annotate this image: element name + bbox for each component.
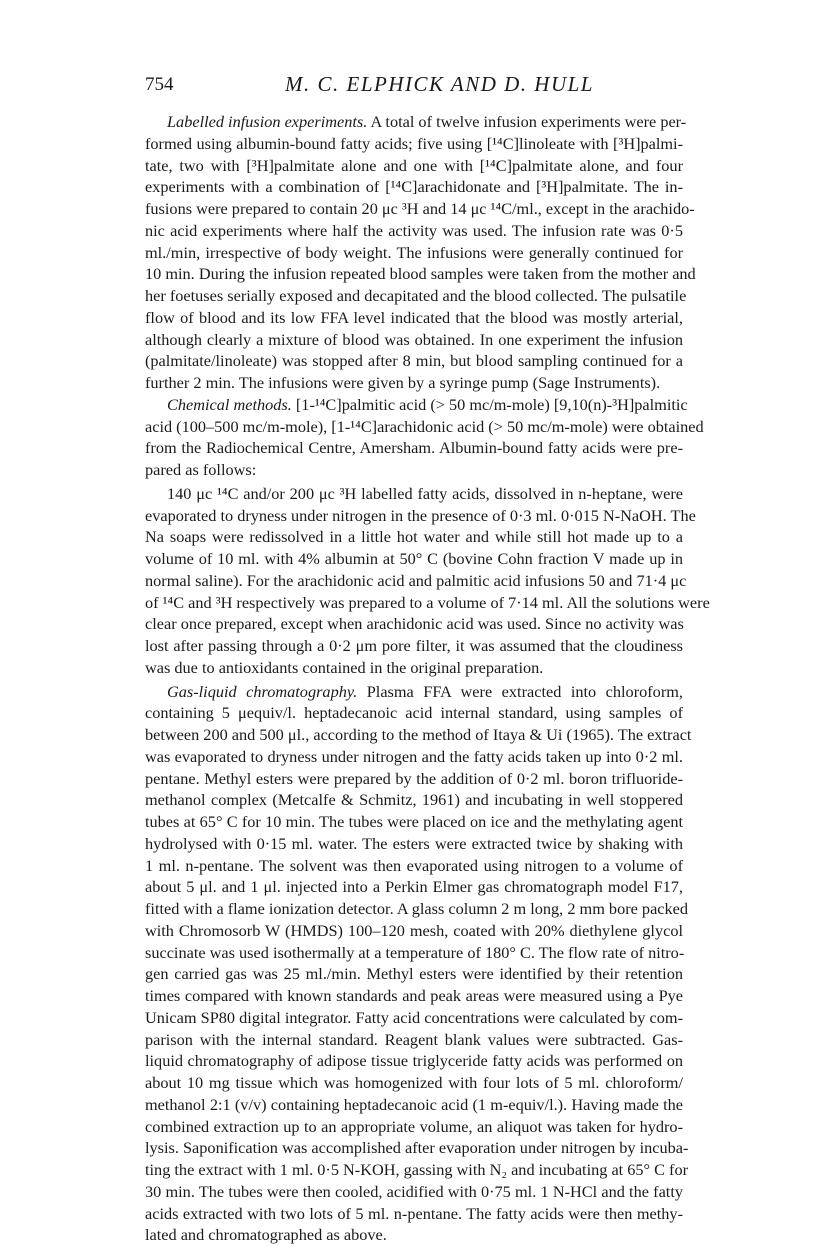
line-text: pentane. Methyl esters were prepared by the addition of 0·2 ml. boron trifluoride- bbox=[145, 769, 683, 788]
line-text: flow of blood and its low FFA level indicated that the blood was mostly arterial, bbox=[145, 308, 683, 327]
text-line bbox=[145, 176, 683, 198]
line-text: formed using albumin-bound fatty acids; five using [¹⁴C]linoleate with [³H]palmi- bbox=[145, 134, 683, 153]
text-line bbox=[145, 526, 683, 548]
text-line bbox=[145, 285, 683, 307]
text-line bbox=[145, 483, 683, 505]
line-text: gen carried gas was 25 ml./min. Methyl esters were identified by their retention bbox=[145, 964, 683, 983]
text-line bbox=[145, 1050, 683, 1072]
line-text: normal saline). For the arachidonic acid and palmitic acid infusions 50 and 71·4 μc bbox=[145, 571, 686, 590]
text-line bbox=[145, 263, 683, 285]
text-line bbox=[145, 1181, 683, 1203]
text-line bbox=[145, 242, 683, 264]
line-text: 1 ml. n-pentane. The solvent was then evaporated using nitrogen to a volume of bbox=[145, 856, 683, 875]
line-text: lysis. Saponification was accomplished after evaporation under nitrogen by incuba- bbox=[145, 1138, 688, 1157]
text-line bbox=[145, 1116, 683, 1138]
section-gas-liquid-chromatography bbox=[145, 681, 683, 1246]
section-chemical-methods bbox=[145, 394, 683, 481]
line-text: containing 5 μequiv/l. heptadecanoic acid internal standard, using samples of bbox=[145, 703, 683, 722]
text-line bbox=[145, 1029, 683, 1051]
line-text: parison with the internal standard. Reagent blank values were subtracted. Gas- bbox=[145, 1030, 683, 1049]
text-line bbox=[145, 307, 683, 329]
text-line bbox=[145, 394, 683, 416]
line-text: Na soaps were redissolved in a little hot water and while still hot made up to a bbox=[145, 527, 683, 546]
text-line bbox=[145, 548, 683, 570]
text-line bbox=[145, 876, 683, 898]
text-line bbox=[145, 942, 683, 964]
text-line bbox=[145, 459, 683, 481]
line-text: tate, two with [³H]palmitate alone and one with [¹⁴C]palmitate alone, and four bbox=[145, 156, 683, 175]
text-line bbox=[145, 789, 683, 811]
section-preparation-procedure bbox=[145, 483, 683, 679]
line-text: nic acid experiments where half the activity was used. The infusion rate was 0·5 bbox=[145, 221, 683, 240]
line-text: about 10 mg tissue which was homogenized with four lots of 5 ml. chloroform/ bbox=[145, 1073, 683, 1092]
text-line bbox=[145, 833, 683, 855]
line-text: ml./min, irrespective of body weight. The infusions were generally continued for bbox=[145, 243, 683, 262]
line-text: Plasma FFA were extracted into chloroform, bbox=[357, 682, 683, 701]
text-line bbox=[145, 1203, 683, 1225]
text-line bbox=[145, 329, 683, 351]
line-text: was evaporated to dryness under nitrogen and the fatty acids taken up into 0·2 ml. bbox=[145, 747, 683, 766]
line-text: methanol 2:1 (v/v) containing heptadecanoic acid (1 m-equiv/l.). Having made the bbox=[145, 1095, 683, 1114]
line-text: from the Radiochemical Centre, Amersham. Albumin-bound fatty acids were pre- bbox=[145, 438, 683, 457]
text-line bbox=[145, 198, 683, 220]
text-line bbox=[145, 350, 683, 372]
line-text: of ¹⁴C and ³H respectively was prepared to a volume of 7·14 ml. All the solutions were bbox=[145, 593, 710, 612]
text-line bbox=[145, 1072, 683, 1094]
line-text: about 5 μl. and 1 μl. injected into a Perkin Elmer gas chromatograph model F17, bbox=[145, 877, 683, 896]
line-text: tubes at 65° C for 10 min. The tubes were placed on ice and the methylating agent bbox=[145, 812, 683, 831]
text-line bbox=[145, 1137, 683, 1159]
text-line bbox=[145, 505, 683, 527]
text-line bbox=[145, 155, 683, 177]
line-text: Unicam SP80 digital integrator. Fatty acid concentrations were calculated by com- bbox=[145, 1008, 683, 1027]
text-line bbox=[145, 372, 683, 394]
line-text: acid (100–500 mc/m-mole), [1-¹⁴C]arachidonic acid (> 50 mc/m-mole) were obtained bbox=[145, 417, 704, 436]
section-heading: Labelled infusion experiments. bbox=[167, 112, 367, 131]
line-text: ting the extract with 1 ml. 0·5 N-KOH, gassing with N₂ and incubating at 65° C for bbox=[145, 1160, 688, 1179]
text-line bbox=[145, 702, 683, 724]
line-text: lated and chromatographed as above. bbox=[145, 1225, 387, 1244]
line-text: combined extraction up to an appropriate volume, an aliquot was taken for hydro- bbox=[145, 1117, 683, 1136]
body-text bbox=[145, 111, 683, 1246]
line-text: further 2 min. The infusions were given by a syringe pump (Sage Instruments). bbox=[145, 373, 660, 392]
section-heading: Gas-liquid chromatography. bbox=[167, 682, 357, 701]
line-text: [1-¹⁴C]palmitic acid (> 50 mc/m-mole) [9,10(n)-³H]palmitic bbox=[292, 395, 688, 414]
line-text: hydrolysed with 0·15 ml. water. The esters were extracted twice by shaking with bbox=[145, 834, 683, 853]
text-line bbox=[145, 437, 683, 459]
line-text: 30 min. The tubes were then cooled, acidified with 0·75 ml. 1 N-HCl and the fatty bbox=[145, 1182, 683, 1201]
text-line bbox=[145, 768, 683, 790]
line-text: although clearly a mixture of blood was obtained. In one experiment the infusion bbox=[145, 330, 683, 349]
text-line bbox=[145, 592, 683, 614]
line-text: times compared with known standards and peak areas were measured using a Pye bbox=[145, 986, 683, 1005]
text-line bbox=[145, 811, 683, 833]
line-text: fusions were prepared to contain 20 μc ³H and 14 μc ¹⁴C/ml., except in the arachido- bbox=[145, 199, 695, 218]
text-line bbox=[145, 898, 683, 920]
page-number: 754 bbox=[145, 74, 174, 96]
line-text: (palmitate/linoleate) was stopped after 8 min, but blood sampling continued for a bbox=[145, 351, 683, 370]
line-text: A total of twelve infusion experiments were per- bbox=[367, 112, 686, 131]
line-text: liquid chromatography of adipose tissue triglyceride fatty acids was performed on bbox=[145, 1051, 683, 1070]
line-text: fitted with a flame ionization detector. A glass column 2 m long, 2 mm bore packed bbox=[145, 899, 688, 918]
text-line bbox=[145, 220, 683, 242]
section-heading: Chemical methods. bbox=[167, 395, 292, 414]
text-line bbox=[145, 1094, 683, 1116]
line-text: lost after passing through a 0·2 μm pore filter, it was assumed that the cloudiness bbox=[145, 636, 683, 655]
text-line bbox=[145, 416, 683, 438]
section-labelled-infusion bbox=[145, 111, 683, 394]
text-line bbox=[145, 1159, 683, 1181]
text-line bbox=[145, 920, 683, 942]
page-header bbox=[145, 72, 683, 102]
text-line bbox=[145, 570, 683, 592]
line-text: acids extracted with two lots of 5 ml. n-pentane. The fatty acids were then methy- bbox=[145, 1204, 683, 1223]
text-line bbox=[145, 111, 683, 133]
line-text: pared as follows: bbox=[145, 460, 256, 479]
text-line bbox=[145, 635, 683, 657]
text-line bbox=[145, 1224, 683, 1246]
line-text: methanol complex (Metcalfe & Schmitz, 1961) and incubating in well stoppered bbox=[145, 790, 683, 809]
text-line bbox=[145, 657, 683, 679]
line-text: 140 μc ¹⁴C and/or 200 μc ³H labelled fatty acids, dissolved in n-heptane, were bbox=[167, 484, 683, 503]
text-line bbox=[145, 1007, 683, 1029]
text-line bbox=[145, 133, 683, 155]
line-text: clear once prepared, except when arachidonic acid was used. Since no activity was bbox=[145, 614, 684, 633]
line-text: was due to antioxidants contained in the original preparation. bbox=[145, 658, 543, 677]
line-text: between 200 and 500 μl., according to the method of Itaya & Ui (1965). The extract bbox=[145, 725, 691, 744]
line-text: her foetuses serially exposed and decapitated and the blood collected. The pulsatile bbox=[145, 286, 686, 305]
text-line bbox=[145, 724, 683, 746]
running-head: M. C. ELPHICK AND D. HULL bbox=[285, 72, 594, 97]
line-text: experiments with a combination of [¹⁴C]arachidonate and [³H]palmitate. The in- bbox=[145, 177, 683, 196]
text-line bbox=[145, 613, 683, 635]
text-line bbox=[145, 855, 683, 877]
line-text: volume of 10 ml. with 4% albumin at 50° C (bovine Cohn fraction V made up in bbox=[145, 549, 683, 568]
text-line bbox=[145, 985, 683, 1007]
text-line bbox=[145, 963, 683, 985]
line-text: succinate was used isothermally at a temperature of 180° C. The flow rate of nitro- bbox=[145, 943, 684, 962]
text-line bbox=[145, 746, 683, 768]
line-text: with Chromosorb W (HMDS) 100–120 mesh, coated with 20% diethylene glycol bbox=[145, 921, 683, 940]
line-text: evaporated to dryness under nitrogen in the presence of 0·3 ml. 0·015 N-NaOH. The bbox=[145, 506, 696, 525]
line-text: 10 min. During the infusion repeated blood samples were taken from the mother and bbox=[145, 264, 696, 283]
text-line bbox=[145, 681, 683, 703]
